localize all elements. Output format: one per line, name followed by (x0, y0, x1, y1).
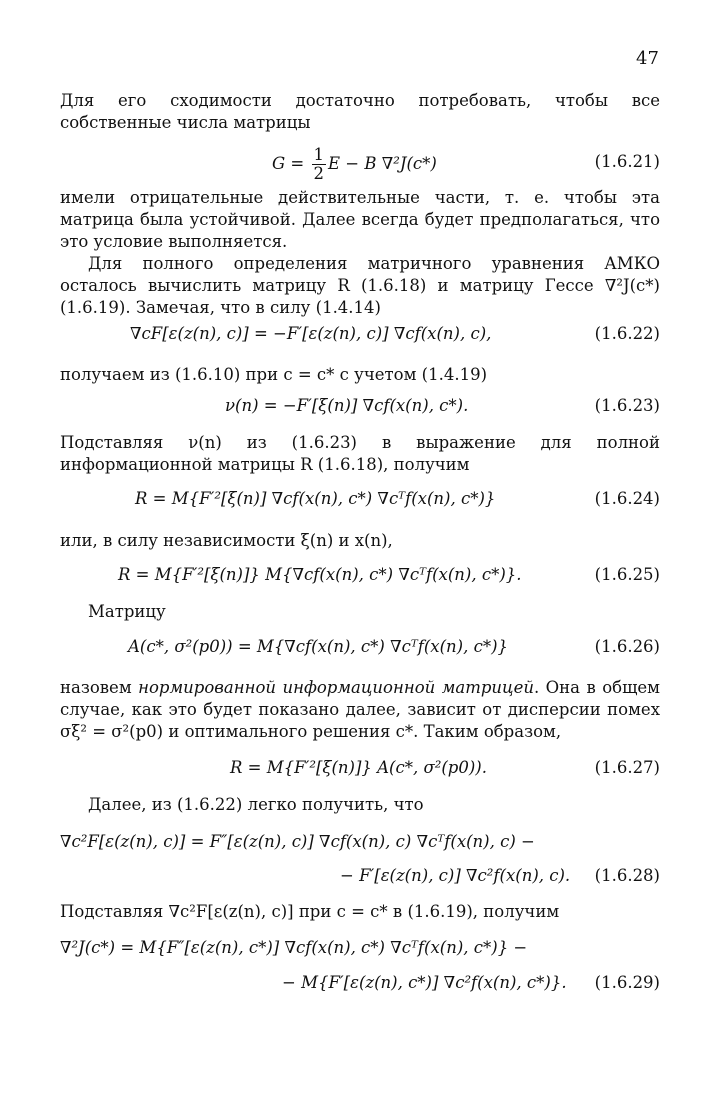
paragraph-8 (60, 677, 660, 743)
paragraph-10: Подставляя ∇c²F[ε(z(n), c)] при c = c* в (1.6.19), получим (60, 902, 560, 921)
paragraph-8-start: назовем (60, 678, 139, 697)
fraction-denominator: 2 (313, 164, 324, 183)
equation-label: (1.6.23) (594, 396, 660, 415)
equation-label: (1.6.24) (594, 489, 660, 508)
equation-label: (1.6.26) (594, 637, 660, 656)
equation-1-6-29-line-2 (60, 973, 660, 1003)
paragraph-2: имели отрицательные действительные части, т. е. чтобы эта матрица была устойчивой. Далее всегда будет предполагаться, что это условие выполняется. (60, 188, 660, 251)
equation-formula: − M{F′[ε(z(n), c*)] ∇c²f(x(n), c*)}. (282, 973, 567, 992)
equation-label: (1.6.22) (594, 324, 660, 343)
equation-formula: R = M{F′²[ξ(n)] ∇cf(x(n), c*) ∇cᵀf(x(n), c*)} (135, 489, 496, 508)
equation-formula: ∇²J(c*) = M{F″[ε(z(n), c*)] ∇cf(x(n), c*) ∇cᵀf(x(n), c*)} − (60, 938, 528, 957)
equation-1-6-27 (60, 758, 660, 788)
equation-1-6-21 (60, 145, 660, 183)
equation-formula: ∇cF[ε(z(n), c)] = −F′[ε(z(n), c)] ∇cf(x(n), c), (130, 324, 492, 343)
equation-label: (1.6.27) (594, 758, 660, 777)
equation-1-6-24 (60, 489, 660, 519)
equation-formula: ∇c²F[ε(z(n), c)] = F″[ε(z(n), c)] ∇cf(x(n), c) ∇cᵀf(x(n), c) − (60, 832, 535, 851)
paragraph-4: получаем из (1.6.10) при c = c* с учетом (1.4.19) (60, 365, 488, 384)
equation-1-6-25 (60, 565, 660, 595)
equation-lhs: G = (272, 154, 310, 173)
equation-label: (1.6.25) (594, 565, 660, 584)
equation-1-6-28-line-2 (60, 866, 660, 896)
equation-formula: R = M{F′²[ξ(n)]} A(c*, σ²(p0)). (230, 758, 487, 777)
paragraph-5: Подставляя ν(n) из (1.6.23) в выражение для полной информационной матрицы R (1.6.18), получим (60, 433, 660, 474)
equation-1-6-26 (60, 637, 660, 667)
equation-label: (1.6.28) (594, 866, 660, 885)
equation-1-6-22 (60, 324, 660, 354)
equation-formula: A(c*, σ²(p0)) = M{∇cf(x(n), c*) ∇cᵀf(x(n), c*)} (128, 637, 509, 656)
paragraph-6: или, в силу независимости ξ(n) и x(n), (60, 531, 393, 550)
equation-1-6-28-line-1 (60, 832, 660, 862)
page-number: 47 (636, 48, 659, 69)
equation-formula: R = M{F′²[ξ(n)]} M{∇cf(x(n), c*) ∇cᵀf(x(n), c*)}. (118, 565, 522, 584)
paragraph-3: Для полного определения матричного уравнения АМКО осталось вычислить матрицу R (1.6.18) и матрицу Гессе ∇²J(c*) (1.6.19). Замечая, что в силу (1.4.14) (60, 254, 660, 317)
equation-formula: − F′[ε(z(n), c)] ∇c²f(x(n), c). (340, 866, 571, 885)
equation-label: (1.6.21) (594, 152, 660, 171)
fraction (312, 146, 327, 183)
defined-term: нормированной информационной матрицей (138, 678, 534, 697)
equation-rhs: E − B ∇²J(c*) (328, 154, 437, 173)
equation-1-6-29-line-1 (60, 938, 660, 968)
equation-label: (1.6.29) (594, 973, 660, 992)
paragraph-7: Матрицу (88, 602, 166, 621)
equation-formula (272, 146, 437, 183)
equation-1-6-23 (60, 396, 660, 426)
paragraph-1: Для его сходимости достаточно потребовать, чтобы все собственные числа матрицы (60, 91, 660, 132)
paragraph-9: Далее, из (1.6.22) легко получить, что (88, 795, 424, 814)
paragraph-8-end: . Она в общем случае, как это будет показано далее, зависит от дисперсии помех σξ² = σ²(p0) и оптимального решения c*. Таким образом, (60, 678, 661, 741)
fraction-numerator: 1 (313, 145, 324, 164)
equation-formula: ν(n) = −F′[ξ(n)] ∇cf(x(n), c*). (225, 396, 469, 415)
